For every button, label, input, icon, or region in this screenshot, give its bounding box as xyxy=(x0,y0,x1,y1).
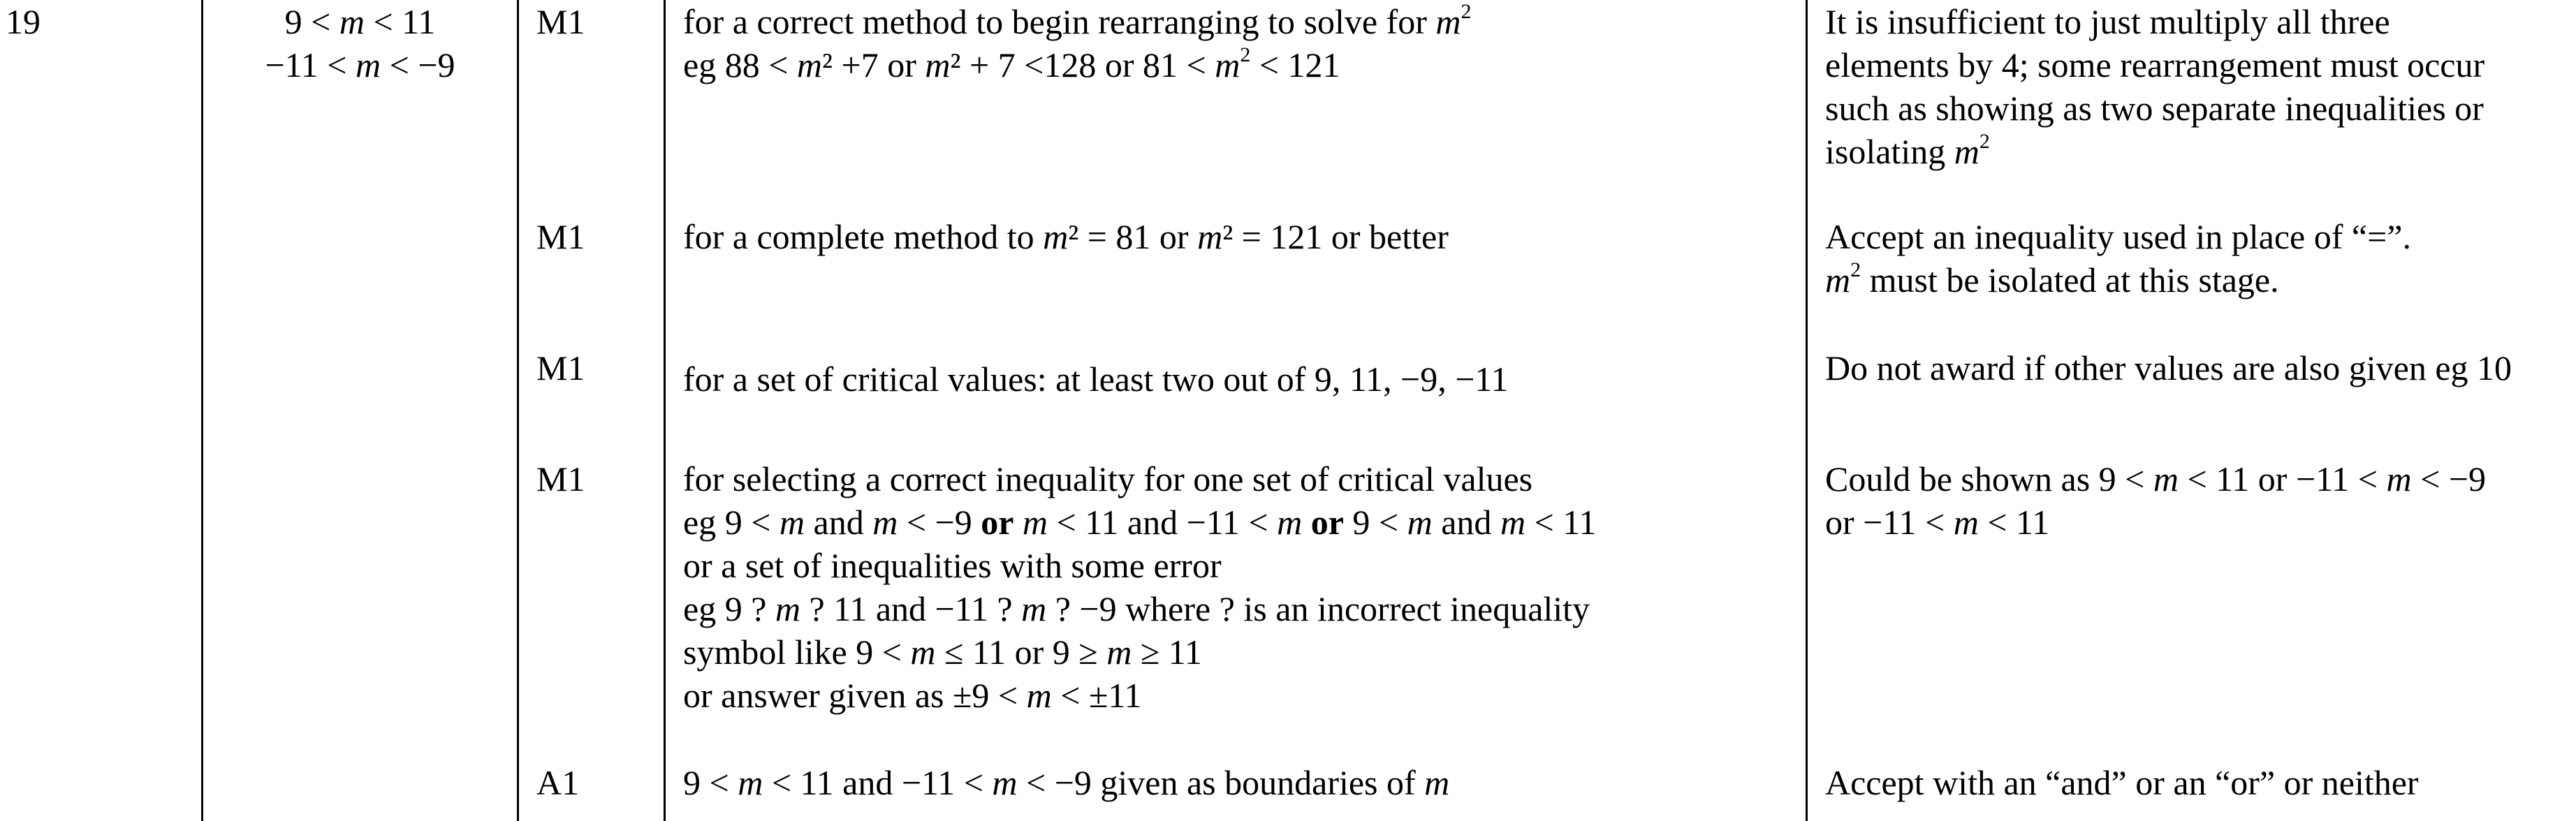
answer-line: −11 < m < −9 xyxy=(265,45,455,84)
note-line: for a correct method to begin rearranging to solve for $m^2$ xyxy=(683,0,1472,41)
method-notes-row-4 xyxy=(683,457,1596,717)
note-line: eg 88 < m² +7 or m² + 7 <128 or $81 < m^2 < 121$ xyxy=(683,43,1340,84)
mark-code-row-2: M1 xyxy=(536,217,585,256)
method-notes-row-1 xyxy=(683,0,1471,87)
mark-code-row-5: A1 xyxy=(536,763,580,802)
note-line: 9 < m < 11 and −11 < m < −9 given as boundaries of m xyxy=(683,763,1450,802)
note-line: for a complete method to m² = 81 or m² = 121 or better xyxy=(683,217,1449,256)
note-line: for a set of critical values: at least two out of 9, 11, −9, −11 xyxy=(683,360,1509,399)
comment-line: Could be shown as 9 < m < 11 or −11 < m < −9 xyxy=(1825,459,2487,498)
comment-line: or −11 < m < 11 xyxy=(1825,503,2050,542)
method-notes-row-5 xyxy=(683,761,1449,804)
note-line: eg 9 ? m ? 11 and −11 ? m ? −9 where ? is an incorrect inequality xyxy=(683,589,1590,628)
mark-code-row-1: M1 xyxy=(536,2,585,41)
note-line: or a set of inequalities with some error xyxy=(683,546,1222,585)
column-divider-4 xyxy=(1806,0,1808,821)
comments-row-3 xyxy=(1825,346,2512,390)
column-divider-2 xyxy=(517,0,519,821)
comment-line: $m^2$ must be isolated at this stage. xyxy=(1825,258,2279,299)
comment-line: isolating $m^2$ xyxy=(1825,130,1990,171)
note-line: symbol like 9 < m ≤ 11 or 9 ≥ m ≥ 11 xyxy=(683,633,1202,672)
note-line: for selecting a correct inequality for one set of critical values xyxy=(683,459,1533,498)
comments-row-2 xyxy=(1825,215,2411,302)
comments-row-1 xyxy=(1825,0,2484,173)
comment-line: such as showing as two separate inequalities or xyxy=(1825,89,2484,128)
column-divider-1 xyxy=(201,0,203,821)
comment-line: It is insufficient to just multiply all three xyxy=(1825,2,2390,41)
method-notes-row-3 xyxy=(683,357,1509,401)
mark-code-row-3: M1 xyxy=(536,348,585,387)
method-notes-row-2 xyxy=(683,215,1449,258)
answer-line: 9 < m < 11 xyxy=(284,2,436,41)
comment-line: Accept with an “and” or an “or” or neither xyxy=(1825,763,2419,802)
comments-row-4 xyxy=(1825,457,2486,544)
mark-code-row-4: M1 xyxy=(536,459,585,498)
note-line: or answer given as ±9 < m < ±11 xyxy=(683,676,1142,715)
answer-cell xyxy=(203,0,517,87)
note-line: eg 9 < m and m < −9 or m < 11 and −11 < m or 9 < m and m < 11 xyxy=(683,503,1597,542)
comment-line: elements by 4; some rearrangement must occur xyxy=(1825,45,2485,84)
question-number: 19 xyxy=(6,2,41,41)
comments-row-5 xyxy=(1825,761,2419,804)
column-divider-3 xyxy=(664,0,666,821)
comment-line: Accept an inequality used in place of “=”. xyxy=(1825,217,2411,256)
comment-line: Do not award if other values are also given eg 10 xyxy=(1825,348,2512,387)
